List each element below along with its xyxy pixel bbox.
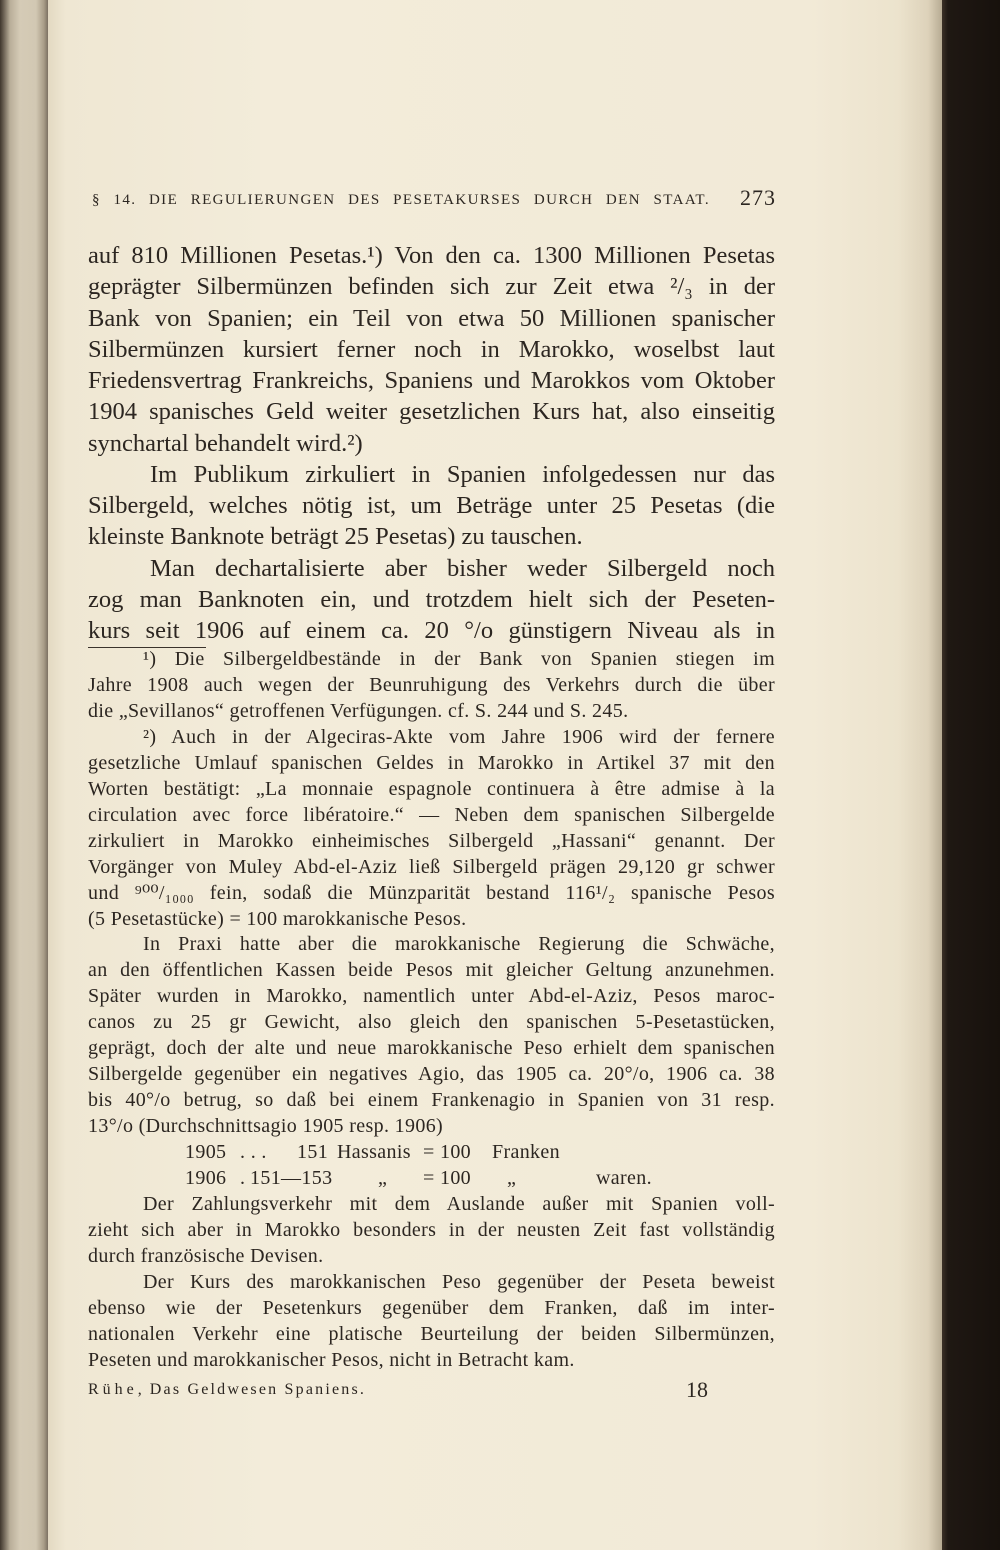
body-line: geprägter Silbermünzen befinden sich zur Zeit etwa ²/₃ in der [88, 273, 775, 301]
footnote-line: geprägt, doch der alte und neue marokkanische Peso erhielt dem spanischen [88, 1037, 775, 1060]
rate-hassanis-value: 151—153 [250, 1167, 333, 1190]
footnote-line: ¹) Die Silbergeldbestände in der Bank von Spanien stiegen im [143, 648, 775, 670]
body-line: kurs seit 1906 auf einem ca. 20 °/o günstigern Niveau als in [88, 617, 775, 644]
footnote-line: gesetzliche Umlauf spanischen Geldes in Marokko in Artikel 37 mit den [88, 751, 775, 774]
footnote-line: zieht sich aber in Marokko besonders in der neusten Zeit fast vollständig [88, 1218, 775, 1241]
main-text [88, 240, 775, 646]
footnote-line: die „Sevillanos“ getroffenen Verfügungen. cf. S. 244 und S. 245. [88, 699, 629, 722]
footnote-line: In Praxi hatte aber die marokkanische Regierung die Schwäche, [143, 933, 775, 956]
rate-unit: „ [378, 1167, 388, 1190]
body-line: Silbergeld, welches nötig ist, um Beträge unter 25 Pesetas (die [88, 492, 775, 519]
footnote-line: 13°/o (Durchschnittsagio 1905 resp. 1906) [88, 1115, 444, 1138]
body-line: Im Publikum zirkuliert in Spanien infolgedessen nur das [150, 460, 775, 488]
footnote-line: nationalen Verkehr eine platische Beurteilung der beiden Silbermünzen, [88, 1322, 775, 1345]
footnote-line: an den öffentlichen Kassen beide Pesos mit gleicher Geltung anzunehmen. [88, 959, 775, 982]
footnote-line: durch französische Devisen. [88, 1244, 324, 1267]
sheet-number: 18 [686, 1377, 708, 1402]
signature-book-title: Das Geldwesen Spaniens. [149, 1381, 367, 1398]
body-line: synchartal behandelt wird.²) [88, 429, 363, 457]
footnote-line: ebenso wie der Pesetenkurs gegenüber dem Franken, daß im inter- [88, 1296, 775, 1319]
footnote-line: canos zu 25 gr Gewicht, also gleich den spanischen 5-Pesetastücken, [88, 1011, 775, 1034]
body-line: 1904 spanisches Geld weiter gesetzlichen Kurs hat, also einseitig [88, 398, 775, 426]
body-line: Man dechartalisierte aber bisher weder Silbergeld noch [150, 554, 775, 582]
book-gutter-shadow [0, 0, 48, 1550]
page-edge-background [942, 0, 1000, 1550]
rate-hassanis-value: 151 [297, 1141, 329, 1164]
page-number: 273 [740, 185, 776, 210]
rate-equals: = 100 [423, 1141, 472, 1164]
footnote-line: ²) Auch in der Algeciras-Akte vom Jahre 1906 wird der fernere [143, 725, 775, 748]
body-line: kleinste Banknote beträgt 25 Pesetas) zu tauschen. [88, 523, 583, 551]
rate-leader-dots: . . . [240, 1141, 267, 1164]
body-line: Silbermünzen kursiert ferner noch in Marokko, woselbst laut [88, 335, 775, 363]
footnote-line: und ⁹⁰⁰/₁₀₀₀ fein, sodaß die Münzparität bestand 116¹/₂ spanische Pesos [88, 881, 775, 904]
rate-currency: „ [507, 1167, 517, 1190]
footnote-line: Später wurden in Marokko, namentlich unter Abd-el-Aziz, Pesos maroc- [88, 985, 775, 1008]
footnote-line: (5 Pesetastücke) = 100 marokkanische Pesos. [88, 907, 467, 930]
rate-table-row [88, 1166, 775, 1192]
rate-currency: Franken [492, 1141, 560, 1164]
sheet-signature-line [88, 1379, 366, 1401]
footnote-line: Peseten und marokkanischer Pesos, nicht in Betracht kam. [88, 1348, 575, 1371]
running-header-title: § 14. DIE REGULIERUNGEN DES PESETAKURSES DURCH DEN STAAT. [92, 192, 710, 208]
body-line: Friedensvertrag Frankreichs, Spaniens und Marokkos vom Oktober [88, 367, 775, 394]
footnote-line: Silbergelde gegenüber ein negatives Agio, das 1905 ca. 20°/o, 1906 ca. 38 [88, 1063, 775, 1086]
rate-year: 1906 [185, 1167, 227, 1190]
footnote-line: Jahre 1908 auch wegen der Beunruhigung des Verkehrs durch die über [88, 673, 775, 696]
footnote-line: Vorgänger von Muley Abd-el-Aziz ließ Silbergeld prägen 29,120 gr schwer [88, 855, 775, 878]
rate-leader-dots: . [240, 1167, 246, 1190]
rate-tail-text: waren. [596, 1167, 652, 1190]
body-line: Bank von Spanien; ein Teil von etwa 50 Millionen spanischer [88, 304, 775, 332]
body-line: auf 810 Millionen Pesetas.¹) Von den ca. 1300 Millionen Pesetas [88, 242, 775, 269]
body-line: zog man Banknoten ein, und trotzdem hielt sich der Peseten- [88, 585, 775, 613]
rate-table-row [88, 1140, 775, 1166]
footnote-line: Worten bestätigt: „La monnaie espagnole continuera à être admise à la [88, 777, 775, 800]
footnote-line: bis 40°/o betrug, so daß bei einem Frankenagio in Spanien von 31 resp. [88, 1089, 775, 1112]
footnote-line: Der Kurs des marokkanischen Peso gegenüber der Peseta beweist [143, 1270, 775, 1293]
rate-unit: Hassanis [337, 1141, 411, 1164]
rate-equals: = 100 [423, 1167, 472, 1190]
footnote-line: Der Zahlungsverkehr mit dem Auslande außer mit Spanien voll- [143, 1193, 775, 1216]
rate-year: 1905 [185, 1141, 227, 1164]
footnotes [88, 647, 775, 1374]
signature-author: Rühe, [88, 1381, 146, 1398]
footnote-line: circulation avec force libératoire.“ — Neben dem spanischen Silbergelde [88, 803, 775, 826]
footnote-line: zirkuliert in Marokko einheimisches Silbergeld „Hassani“ genannt. Der [88, 829, 775, 852]
